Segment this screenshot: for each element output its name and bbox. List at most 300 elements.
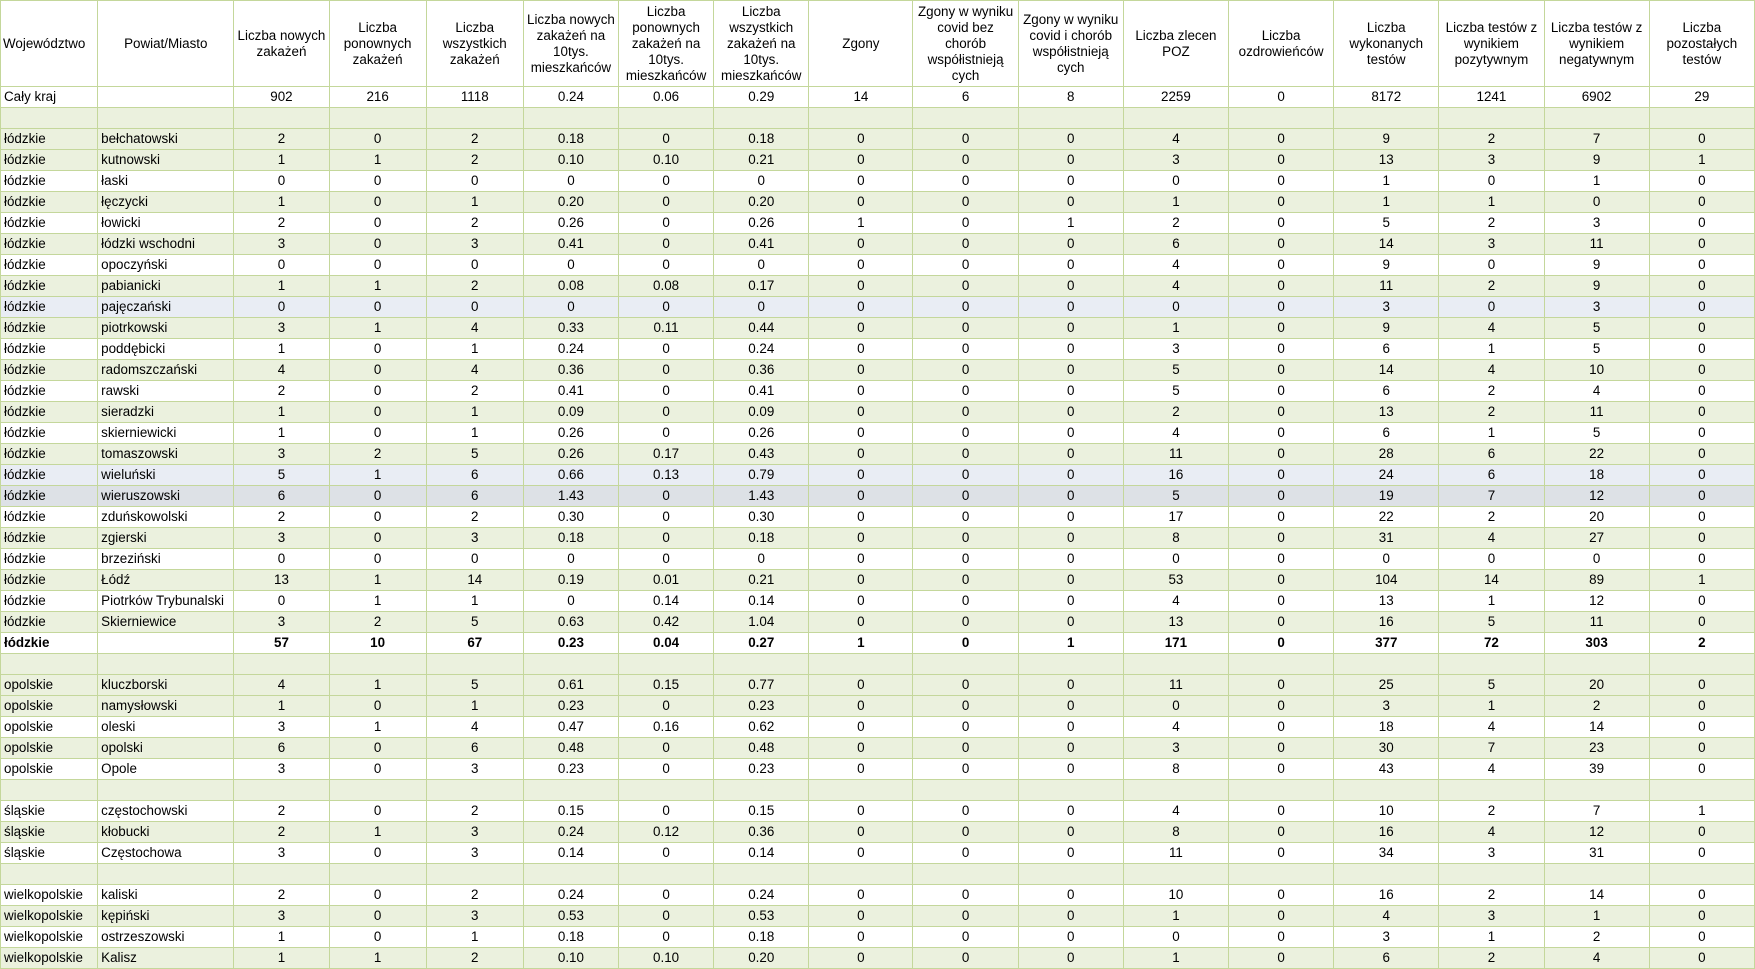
table-cell: 8 <box>1123 822 1228 843</box>
table-cell: 2 <box>1649 633 1754 654</box>
table-cell: 0 <box>809 150 913 171</box>
table-cell: 0.12 <box>619 822 714 843</box>
table-cell: 0 <box>329 549 426 570</box>
table-row <box>1 843 1755 864</box>
table-cell: 0 <box>426 255 523 276</box>
table-cell: 0 <box>1229 276 1334 297</box>
table-row <box>1 360 1755 381</box>
spacer-row <box>1 108 1755 129</box>
table-cell: 13 <box>1123 612 1228 633</box>
table-cell: 0 <box>1123 297 1228 318</box>
table-cell: 11 <box>1544 612 1649 633</box>
table-cell: 0 <box>1649 759 1754 780</box>
table-cell: 0 <box>1649 465 1754 486</box>
table-cell: 0.19 <box>523 570 618 591</box>
table-row <box>1 549 1755 570</box>
table-cell: 2 <box>1439 402 1544 423</box>
table-cell: 0 <box>1018 465 1123 486</box>
table-cell: 0 <box>913 276 1018 297</box>
table-cell: 0 <box>809 402 913 423</box>
table-row <box>1 465 1755 486</box>
table-cell: 16 <box>1334 612 1439 633</box>
table-cell: łódzkie <box>1 423 98 444</box>
table-cell: łódzkie <box>1 297 98 318</box>
table-cell: kaliski <box>98 885 234 906</box>
table-cell: 3 <box>426 843 523 864</box>
table-cell <box>619 108 714 129</box>
table-cell: 2 <box>1439 885 1544 906</box>
table-cell: 0 <box>1649 507 1754 528</box>
table-cell: 0 <box>809 234 913 255</box>
table-cell: 1 <box>329 591 426 612</box>
table-cell: 1 <box>1123 948 1228 969</box>
table-cell <box>1018 864 1123 885</box>
table-cell: 72 <box>1439 633 1544 654</box>
table-cell <box>1229 108 1334 129</box>
table-cell: 22 <box>1544 444 1649 465</box>
table-cell: pabianicki <box>98 276 234 297</box>
table-cell: łódzkie <box>1 213 98 234</box>
table-row <box>1 507 1755 528</box>
table-cell: 0 <box>1229 423 1334 444</box>
table-cell: 9 <box>1544 255 1649 276</box>
table-cell: 0.23 <box>714 759 809 780</box>
table-cell: 0 <box>1018 759 1123 780</box>
table-cell: 0 <box>1544 192 1649 213</box>
table-cell: 0 <box>523 171 618 192</box>
table-cell: 6 <box>426 486 523 507</box>
table-cell: 0 <box>1649 297 1754 318</box>
table-cell: 0 <box>1649 927 1754 948</box>
table-cell: 5 <box>426 444 523 465</box>
table-cell: 0 <box>913 486 1018 507</box>
table-cell: 17 <box>1123 507 1228 528</box>
table-cell: 1 <box>234 339 329 360</box>
table-cell: 0 <box>1439 549 1544 570</box>
table-cell: 3 <box>1544 213 1649 234</box>
table-cell: 3 <box>1439 234 1544 255</box>
table-cell: 0 <box>329 528 426 549</box>
column-header: Zgony w wyniku covid i chorób współistnieją cych <box>1018 1 1123 87</box>
table-cell: łódzkie <box>1 570 98 591</box>
table-cell: 11 <box>1334 276 1439 297</box>
table-cell: 0.18 <box>523 129 618 150</box>
table-cell: 0 <box>1018 822 1123 843</box>
table-cell: 0 <box>1229 801 1334 822</box>
table-cell: 0 <box>619 486 714 507</box>
table-cell: 3 <box>1123 339 1228 360</box>
table-cell: 0 <box>1018 675 1123 696</box>
table-cell: 0 <box>913 675 1018 696</box>
table-cell: 11 <box>1123 843 1228 864</box>
table-cell: 1 <box>426 402 523 423</box>
table-cell: 0 <box>329 885 426 906</box>
table-cell: 1 <box>234 276 329 297</box>
table-cell: 0 <box>619 360 714 381</box>
column-header: Liczba zlecen POZ <box>1123 1 1228 87</box>
table-cell <box>329 864 426 885</box>
table-cell: 0 <box>913 717 1018 738</box>
table-cell <box>1229 654 1334 675</box>
table-cell: 0 <box>1229 360 1334 381</box>
table-cell <box>426 108 523 129</box>
table-cell: 0 <box>619 171 714 192</box>
table-row <box>1 297 1755 318</box>
table-cell: 0.15 <box>523 801 618 822</box>
table-cell: 0.43 <box>714 444 809 465</box>
table-cell <box>1544 780 1649 801</box>
table-cell: 4 <box>426 717 523 738</box>
column-header: Liczba testów z wynikiem pozytywnym <box>1439 1 1544 87</box>
table-cell: 0 <box>329 171 426 192</box>
table-cell: 0 <box>1229 402 1334 423</box>
table-row <box>1 675 1755 696</box>
table-cell: 4 <box>1123 423 1228 444</box>
table-cell: 1 <box>809 213 913 234</box>
table-cell: 1 <box>1544 171 1649 192</box>
table-cell: 0 <box>1229 759 1334 780</box>
table-cell: 6 <box>1439 444 1544 465</box>
table-cell: 0 <box>1649 717 1754 738</box>
table-cell: 2 <box>329 612 426 633</box>
table-cell: 0.13 <box>619 465 714 486</box>
table-cell: 0 <box>1649 234 1754 255</box>
table-cell <box>714 780 809 801</box>
table-cell: 7 <box>1544 801 1649 822</box>
table-cell: 0 <box>1123 549 1228 570</box>
table-cell: 5 <box>1544 423 1649 444</box>
table-cell: 0 <box>1018 297 1123 318</box>
table-cell: 13 <box>1334 591 1439 612</box>
table-cell: 0 <box>714 171 809 192</box>
table-cell: 14 <box>426 570 523 591</box>
table-cell: 2 <box>329 444 426 465</box>
table-cell: 0 <box>913 612 1018 633</box>
table-cell: 10 <box>329 633 426 654</box>
table-cell <box>1123 654 1228 675</box>
table-row <box>1 948 1755 969</box>
table-cell: 31 <box>1544 843 1649 864</box>
table-cell: 5 <box>426 612 523 633</box>
table-cell: 4 <box>1334 906 1439 927</box>
table-cell: 0.26 <box>523 213 618 234</box>
table-cell: 28 <box>1334 444 1439 465</box>
table-cell: kutnowski <box>98 150 234 171</box>
table-cell: 0 <box>1018 318 1123 339</box>
table-cell: 0 <box>329 906 426 927</box>
table-cell <box>1334 654 1439 675</box>
table-cell: 1 <box>1649 801 1754 822</box>
table-cell: 5 <box>1544 318 1649 339</box>
table-cell: 0 <box>329 213 426 234</box>
table-cell: 0.18 <box>714 129 809 150</box>
table-cell <box>913 864 1018 885</box>
table-cell: 1 <box>234 948 329 969</box>
table-cell: łódzkie <box>1 318 98 339</box>
table-cell: 0.10 <box>619 150 714 171</box>
table-cell: 0 <box>1649 843 1754 864</box>
table-cell: 0 <box>913 759 1018 780</box>
table-row <box>1 444 1755 465</box>
table-cell: 9 <box>1544 276 1649 297</box>
table-cell: radomszczański <box>98 360 234 381</box>
table-cell <box>1 780 98 801</box>
table-cell <box>1123 864 1228 885</box>
table-cell: 0 <box>1018 570 1123 591</box>
table-cell <box>1439 864 1544 885</box>
table-cell <box>329 108 426 129</box>
table-cell: 0 <box>329 423 426 444</box>
table-cell: wielkopolskie <box>1 906 98 927</box>
table-cell: 11 <box>1544 402 1649 423</box>
table-cell: Łódź <box>98 570 234 591</box>
table-cell: łódzkie <box>1 255 98 276</box>
table-cell: 12 <box>1544 591 1649 612</box>
table-cell: 0 <box>426 549 523 570</box>
table-cell <box>523 654 618 675</box>
table-cell: 0 <box>913 255 1018 276</box>
table-cell <box>98 87 234 108</box>
table-cell: 0 <box>1649 423 1754 444</box>
table-cell <box>426 864 523 885</box>
table-cell: 16 <box>1123 465 1228 486</box>
table-cell: 30 <box>1334 738 1439 759</box>
table-cell: 13 <box>234 570 329 591</box>
table-cell: 11 <box>1123 444 1228 465</box>
table-cell: 1.43 <box>523 486 618 507</box>
table-cell: 0.06 <box>619 87 714 108</box>
table-cell: 0.24 <box>714 885 809 906</box>
table-cell: 0 <box>329 192 426 213</box>
table-cell: 8 <box>1123 759 1228 780</box>
table-cell: 0 <box>1018 738 1123 759</box>
table-cell: 3 <box>234 717 329 738</box>
table-cell: 0 <box>913 402 1018 423</box>
table-cell: 0.18 <box>523 528 618 549</box>
table-cell: 0 <box>619 507 714 528</box>
table-cell <box>329 780 426 801</box>
table-cell: 0 <box>619 255 714 276</box>
table-row <box>1 570 1755 591</box>
table-cell <box>913 108 1018 129</box>
table-cell: 0 <box>809 717 913 738</box>
table-cell: 27 <box>1544 528 1649 549</box>
table-cell <box>1439 780 1544 801</box>
table-cell <box>1439 654 1544 675</box>
table-cell: 0 <box>329 360 426 381</box>
table-cell: 0 <box>1649 339 1754 360</box>
table-cell: 0.08 <box>619 276 714 297</box>
table-cell: łódzkie <box>1 507 98 528</box>
table-cell: 9 <box>1544 150 1649 171</box>
table-cell: 0 <box>913 213 1018 234</box>
table-cell: 6 <box>1334 339 1439 360</box>
table-cell: 0 <box>809 927 913 948</box>
table-cell: 0 <box>809 192 913 213</box>
table-cell: 0 <box>913 339 1018 360</box>
header-row <box>1 1 1755 87</box>
table-cell: 1 <box>1439 423 1544 444</box>
table-cell: 0 <box>913 801 1018 822</box>
table-cell: 0 <box>913 843 1018 864</box>
table-cell: 18 <box>1334 717 1439 738</box>
table-row <box>1 381 1755 402</box>
column-header: Liczba wszystkich zakażeń na 10tys. mieszkańców <box>714 1 809 87</box>
table-cell: 0 <box>1229 171 1334 192</box>
table-cell: 0 <box>523 255 618 276</box>
table-cell: śląskie <box>1 801 98 822</box>
table-cell: 0 <box>1439 297 1544 318</box>
table-cell: 0 <box>913 318 1018 339</box>
table-cell: śląskie <box>1 843 98 864</box>
table-cell: 0 <box>523 549 618 570</box>
table-cell <box>1018 780 1123 801</box>
table-cell: 0.17 <box>714 276 809 297</box>
table-cell: kłobucki <box>98 822 234 843</box>
table-cell: 0.20 <box>714 192 809 213</box>
table-cell: 0 <box>1229 129 1334 150</box>
table-cell: 1 <box>1018 633 1123 654</box>
table-cell: 0 <box>913 885 1018 906</box>
table-cell: 0 <box>809 885 913 906</box>
table-cell: 0 <box>1229 591 1334 612</box>
table-cell: 0 <box>1018 150 1123 171</box>
table-cell: 0.53 <box>523 906 618 927</box>
table-cell: 0 <box>714 549 809 570</box>
column-header: Liczba ponownych zakażeń <box>329 1 426 87</box>
table-cell: 1 <box>809 633 913 654</box>
table-cell: 0 <box>809 486 913 507</box>
table-cell: 7 <box>1439 738 1544 759</box>
table-cell: 0 <box>619 129 714 150</box>
table-cell: 1 <box>234 150 329 171</box>
table-cell: 0.10 <box>619 948 714 969</box>
table-cell: 0 <box>1649 675 1754 696</box>
table-cell <box>523 108 618 129</box>
table-cell: 0.04 <box>619 633 714 654</box>
table-cell: 34 <box>1334 843 1439 864</box>
table-cell <box>523 780 618 801</box>
table-cell: 4 <box>234 360 329 381</box>
table-cell: 0.15 <box>714 801 809 822</box>
table-cell: wieluński <box>98 465 234 486</box>
table-row <box>1 486 1755 507</box>
table-cell: 43 <box>1334 759 1439 780</box>
table-cell: 0.30 <box>523 507 618 528</box>
table-cell: 1241 <box>1439 87 1544 108</box>
table-cell: 9 <box>1334 129 1439 150</box>
table-cell: 0 <box>619 843 714 864</box>
table-cell: 0.14 <box>523 843 618 864</box>
table-cell: opolskie <box>1 696 98 717</box>
table-cell: 0 <box>913 150 1018 171</box>
table-cell: 0 <box>809 507 913 528</box>
table-cell: 0.48 <box>714 738 809 759</box>
table-row <box>1 696 1755 717</box>
table-cell: 5 <box>1123 381 1228 402</box>
table-cell: łódzkie <box>1 129 98 150</box>
table-cell: łódzkie <box>1 612 98 633</box>
table-cell <box>1649 864 1754 885</box>
table-cell: 0 <box>913 297 1018 318</box>
table-cell: 0 <box>619 927 714 948</box>
table-cell: 3 <box>426 906 523 927</box>
table-row <box>1 234 1755 255</box>
table-cell: 0 <box>809 129 913 150</box>
table-cell: 4 <box>426 318 523 339</box>
table-cell: 5 <box>1334 213 1439 234</box>
table-cell: 1.04 <box>714 612 809 633</box>
table-cell: 0.23 <box>714 696 809 717</box>
table-cell: 0 <box>619 213 714 234</box>
table-cell: 0 <box>913 591 1018 612</box>
table-cell: 2 <box>426 129 523 150</box>
table-cell: 0.44 <box>714 318 809 339</box>
table-cell: 5 <box>1439 675 1544 696</box>
table-cell: 0.21 <box>714 150 809 171</box>
table-cell: kluczborski <box>98 675 234 696</box>
table-cell: 0 <box>913 171 1018 192</box>
table-cell <box>1 864 98 885</box>
table-cell: brzeziński <box>98 549 234 570</box>
table-cell: 0 <box>809 339 913 360</box>
table-cell: 53 <box>1123 570 1228 591</box>
table-cell: 0 <box>1229 213 1334 234</box>
table-cell <box>714 108 809 129</box>
table-cell: 2 <box>234 129 329 150</box>
table-cell <box>1649 780 1754 801</box>
table-row <box>1 318 1755 339</box>
table-cell: kępiński <box>98 906 234 927</box>
table-cell <box>234 108 329 129</box>
table-cell: łódzkie <box>1 381 98 402</box>
table-cell: namysłowski <box>98 696 234 717</box>
table-cell: łódzkie <box>1 633 98 654</box>
table-cell: 0 <box>1649 486 1754 507</box>
table-cell <box>234 780 329 801</box>
table-cell: 0 <box>234 255 329 276</box>
table-cell <box>1334 108 1439 129</box>
table-cell: 0 <box>809 528 913 549</box>
table-cell: opolskie <box>1 675 98 696</box>
table-cell: 0.29 <box>714 87 809 108</box>
table-cell: 9 <box>1334 255 1439 276</box>
table-row <box>1 402 1755 423</box>
table-cell: 2 <box>426 213 523 234</box>
table-cell: 0 <box>234 591 329 612</box>
table-cell: 2 <box>426 507 523 528</box>
table-cell: łódzkie <box>1 192 98 213</box>
table-cell: 0 <box>714 255 809 276</box>
table-cell: 0.79 <box>714 465 809 486</box>
table-cell: 10 <box>1334 801 1439 822</box>
table-cell: łęczycki <box>98 192 234 213</box>
table-cell: 1 <box>234 696 329 717</box>
table-cell: 4 <box>1439 717 1544 738</box>
table-cell: 4 <box>1123 255 1228 276</box>
table-cell: 4 <box>1123 591 1228 612</box>
table-cell: 0.27 <box>714 633 809 654</box>
table-cell: 1 <box>426 927 523 948</box>
table-cell: 0.30 <box>714 507 809 528</box>
table-cell: 0.17 <box>619 444 714 465</box>
table-cell: 1 <box>426 423 523 444</box>
table-cell: 1 <box>329 276 426 297</box>
table-cell: 0 <box>329 339 426 360</box>
table-cell: 39 <box>1544 759 1649 780</box>
table-cell: 0 <box>1229 717 1334 738</box>
table-cell: 0.77 <box>714 675 809 696</box>
